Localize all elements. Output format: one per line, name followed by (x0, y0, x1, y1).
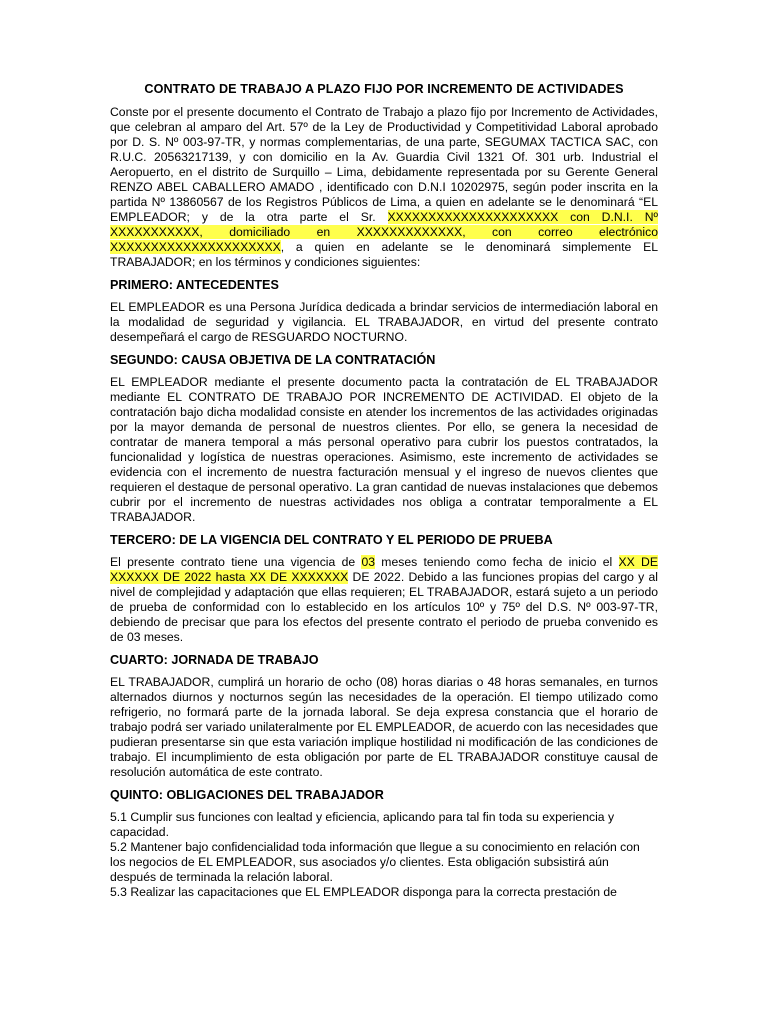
document-title: CONTRATO DE TRABAJO A PLAZO FIJO POR INCREMENTO DE ACTIVIDADES (144, 82, 624, 96)
tercero-highlight-duration: 03 (361, 555, 375, 569)
section-text-cuarto: EL TRABAJADOR, cumplirá un horario de ocho (08) horas diarias o 48 horas semanales, en turnos alternados diurnos y nocturnos según las necesidades de la operación. El tiempo utilizado como refrigerio, no formará parte de la jornada laboral. Se deja expresa constancia que el horario de trabajo podrá ser variado unilateralmente por EL EMPLEADOR, de acuerdo con las necesidades que pudieran presentarse sin que esta variación implique hostilidad ni modificación de las condiciones de trabajo. El incumplimiento de esta obligación por parte de EL TRABAJADOR constituye causal de resolución automática de este contrato. (110, 675, 658, 779)
section-heading-primero: PRIMERO: ANTECEDENTES (110, 278, 279, 292)
obligation-item: 5.2 Mantener bajo confidencialidad toda información que llegue a su conocimiento en relación con los negocios de EL EMPLEADOR, sus asociados y/o clientes. Esta obligación subsistirá aún después de terminada la relación laboral. (110, 840, 640, 884)
intro-text-end: , a quien en adelante se le denominará simplemente EL TRABAJADOR; en los términos y condiciones siguientes: (110, 240, 658, 269)
obligation-item: 5.1 Cumplir sus funciones con lealtad y eficiencia, aplicando para tal fin toda su experiencia y capacidad. (110, 810, 615, 839)
intro-paragraph (110, 105, 658, 270)
tercero-text-1: El presente contrato tiene una vigencia de (110, 555, 362, 569)
obligation-item: 5.3 Realizar las capacitaciones que EL EMPLEADOR disponga para la correcta prestación de (110, 885, 617, 899)
section-text-tercero (110, 555, 658, 645)
tercero-highlight-dates: XX DE XXXXXX DE 2022 hasta XX DE XXXXXXX (110, 555, 658, 584)
document-body (110, 82, 658, 900)
section-heading-quinto: QUINTO: OBLIGACIONES DEL TRABAJADOR (110, 788, 384, 802)
section-heading-segundo: SEGUNDO: CAUSA OBJETIVA DE LA CONTRATACIÓN (110, 353, 436, 367)
tercero-text-3: DE 2022. Debido a las funciones propias del cargo y al nivel de complejidad y adaptación que ellas requieren; EL TRABAJADOR, estará sujeto a un periodo de prueba de conformidad con lo establecido en los artículos 10º y 75º del D.S. Nº 003-97-TR, debiendo de precisar que para los efectos del presente contrato el periodo de prueba convenido es de 03 meses. (110, 570, 658, 644)
intro-text: Conste por el presente documento el Contrato de Trabajo a plazo fijo por Incremento de Actividades, que celebran al amparo del Art. 57º de la Ley de Productividad y Competitividad Laboral aprobado por D. S. Nº 003-97-TR, y normas complementarias, de una parte, SEGUMAX TACTICA SAC, con R.U.C. 20563217139, y con domicilio en la Av. Guardia Civil 1321 Of. 301 urb. Industrial el Aeropuerto, en el distrito de Surquillo – Lima, debidamente representada por su Gerente General RENZO ABEL CABALLERO AMADO , identificado con D.N.I 10202975, según poder inscrita en la partida Nº 13860567 de los Registros Públicos de Lima, a quien en adelante se le denominará “EL EMPLEADOR; y de la otra parte el Sr. (110, 105, 658, 224)
section-text-segundo: EL EMPLEADOR mediante el presente documento pacta la contratación de EL TRABAJADOR mediante EL CONTRATO DE TRABAJO POR INCREMENTO DE ACTIVIDAD. El objeto de la contratación bajo dicha modalidad consiste en atender los incrementos de las actividades originadas por la mayor demanda de personal de nuestros clientes. Por ello, se genera la necesidad de contratar de manera temporal a más personal operativo para cubrir los puestos contratados, la funcionalidad y logística de nuestras operaciones. Asimismo, este incremento de actividades se evidencia con el incremento de nuestra facturación mensual y el ingreso de nuevos clientes que requieren el destaque de personal operativo. La gran cantidad de nuevas instalaciones que debemos cubrir por el incremento de nuestras actividades nos obliga a contratar temporalmente a EL TRABAJADOR. (110, 375, 658, 524)
intro-highlight: XXXXXXXXXXXXXXXXXXXXX con D.N.I. Nº XXXXXXXXXXX, domiciliado en XXXXXXXXXXXXX, con correo electrónico XXXXXXXXXXXXXXXXXXXXX (110, 210, 658, 254)
section-text-primero: EL EMPLEADOR es una Persona Jurídica dedicada a brindar servicios de intermediación laboral en la modalidad de seguridad y vigilancia. EL TRABAJADOR, en virtud del presente contrato desempeñará el cargo de RESGUARDO NOCTURNO. (110, 300, 658, 344)
section-heading-cuarto: CUARTO: JORNADA DE TRABAJO (110, 653, 319, 667)
section-heading-tercero: TERCERO: DE LA VIGENCIA DEL CONTRATO Y EL PERIODO DE PRUEBA (110, 533, 553, 547)
tercero-text-2: meses teniendo como fecha de inicio el (375, 555, 619, 569)
